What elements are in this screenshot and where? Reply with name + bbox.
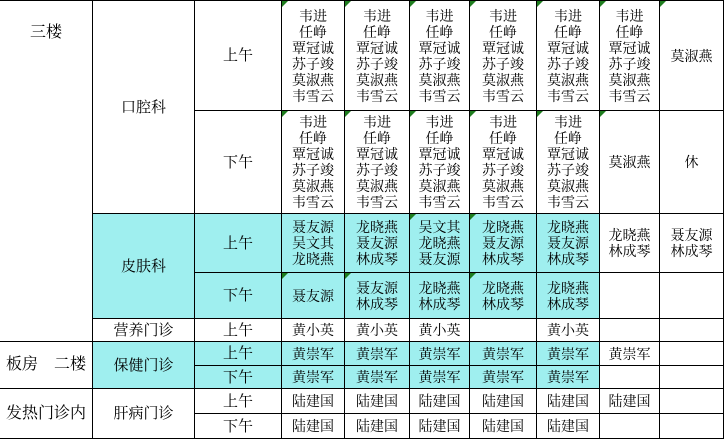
schedule-cell[interactable] bbox=[470, 366, 537, 389]
schedule-cell[interactable] bbox=[410, 414, 470, 439]
cell-text: 黄崇军 bbox=[356, 345, 398, 362]
department-label: 口腔科 bbox=[120, 98, 166, 116]
cell-text: 韦进 任峥 覃冠诚 苏子竣 莫淑燕 韦雪云 bbox=[482, 114, 524, 210]
error-flag-icon bbox=[660, 1, 666, 7]
error-flag-icon bbox=[345, 1, 351, 7]
schedule-cell[interactable] bbox=[470, 389, 537, 414]
schedule-cell[interactable] bbox=[537, 414, 600, 439]
cell-text: 陆建国 bbox=[418, 393, 461, 409]
error-flag-icon bbox=[410, 214, 416, 220]
schedule-cell[interactable] bbox=[600, 389, 660, 414]
schedule-cell[interactable] bbox=[470, 214, 537, 273]
schedule-cell[interactable] bbox=[282, 273, 345, 319]
error-flag-icon bbox=[470, 111, 476, 117]
schedule-cell[interactable] bbox=[410, 366, 470, 389]
cell-text: 黄小英 bbox=[547, 322, 589, 338]
schedule-cell[interactable] bbox=[345, 214, 410, 273]
department-cell-dermatology[interactable] bbox=[93, 214, 195, 319]
schedule-cell[interactable] bbox=[537, 342, 600, 366]
cell-text: 韦进 任峥 覃冠诚 苏子竣 莫淑燕 韦雪云 bbox=[482, 7, 524, 104]
session-cell[interactable] bbox=[195, 366, 282, 389]
cell-text: 聂友源 bbox=[292, 287, 334, 304]
schedule-cell[interactable] bbox=[282, 214, 345, 273]
schedule-cell[interactable] bbox=[660, 414, 724, 439]
department-cell-nutrition[interactable] bbox=[93, 319, 195, 342]
schedule-cell[interactable] bbox=[537, 389, 600, 414]
schedule-cell[interactable] bbox=[660, 366, 724, 389]
cell-text: 龙晓燕 林成琴 bbox=[418, 279, 461, 312]
cell-text: 龙晓燕 聂友源 林成琴 bbox=[482, 219, 524, 267]
floor-label: 板房 二楼 bbox=[5, 356, 86, 373]
session-label: 下午 bbox=[222, 287, 253, 304]
schedule-cell[interactable] bbox=[537, 319, 600, 342]
cell-text: 韦进 任峥 覃冠诚 苏子竣 莫淑燕 韦雪云 bbox=[292, 7, 334, 104]
error-flag-icon bbox=[410, 111, 416, 117]
cell-text: 陆建国 bbox=[482, 393, 524, 409]
floor-cell-3f[interactable] bbox=[0, 1, 93, 342]
cell-text: 黄崇军 bbox=[608, 345, 651, 362]
cell-text: 黄崇军 bbox=[418, 345, 461, 362]
department-label: 皮肤科 bbox=[120, 257, 166, 275]
schedule-cell[interactable] bbox=[345, 342, 410, 366]
session-cell[interactable] bbox=[195, 273, 282, 319]
session-cell[interactable] bbox=[195, 1, 282, 111]
session-cell[interactable] bbox=[195, 111, 282, 214]
cell-text: 黄崇军 bbox=[292, 345, 334, 362]
floor-label: 三楼 bbox=[29, 24, 62, 41]
cell-text: 龙晓燕 林成琴 bbox=[482, 279, 524, 312]
department-cell-dental[interactable] bbox=[93, 1, 195, 214]
schedule-cell[interactable] bbox=[600, 319, 660, 342]
session-label: 上午 bbox=[222, 47, 253, 64]
session-cell[interactable] bbox=[195, 414, 282, 439]
schedule-cell[interactable] bbox=[660, 214, 724, 273]
error-flag-icon bbox=[470, 273, 476, 279]
schedule-cell[interactable] bbox=[282, 111, 345, 214]
cell-text: 黄小英 bbox=[292, 322, 334, 338]
session-cell[interactable] bbox=[195, 389, 282, 414]
schedule-cell[interactable] bbox=[600, 342, 660, 366]
cell-text: 韦进 任峥 覃冠诚 苏子竣 莫淑燕 韦雪云 bbox=[418, 7, 461, 104]
cell-text: 黄崇军 bbox=[482, 369, 524, 385]
cell-text: 黄小英 bbox=[356, 322, 398, 338]
schedule-cell[interactable] bbox=[600, 214, 660, 273]
cell-text: 黄崇军 bbox=[292, 369, 334, 385]
cell-text: 聂友源 林成琴 bbox=[356, 279, 398, 312]
session-label: 下午 bbox=[222, 368, 253, 386]
schedule-cell[interactable] bbox=[345, 389, 410, 414]
cell-text: 陆建国 bbox=[356, 418, 398, 434]
cell-text: 韦进 任峥 覃冠诚 苏子竣 莫淑燕 韦雪云 bbox=[608, 7, 651, 104]
cell-text: 黄崇军 bbox=[418, 369, 461, 385]
error-flag-icon bbox=[345, 273, 351, 279]
cell-text: 韦进 任峥 覃冠诚 苏子竣 莫淑燕 韦雪云 bbox=[418, 114, 461, 210]
schedule-cell[interactable] bbox=[282, 319, 345, 342]
session-label: 上午 bbox=[222, 234, 253, 252]
schedule-cell[interactable] bbox=[410, 319, 470, 342]
schedule-cell[interactable] bbox=[345, 319, 410, 342]
floor-label: 发热门诊内 bbox=[5, 404, 86, 422]
department-label: 肝病门诊 bbox=[113, 405, 174, 422]
schedule-cell[interactable] bbox=[600, 1, 660, 111]
error-flag-icon bbox=[600, 111, 606, 117]
cell-text: 吴文其 龙晓燕 聂友源 bbox=[418, 219, 461, 267]
error-flag-icon bbox=[282, 273, 288, 279]
schedule-cell[interactable] bbox=[410, 214, 470, 273]
schedule-cell[interactable] bbox=[282, 414, 345, 439]
cell-text: 陆建国 bbox=[418, 418, 461, 434]
schedule-cell[interactable] bbox=[282, 1, 345, 111]
cell-text: 龙晓燕 聂友源 林成琴 bbox=[547, 219, 589, 267]
schedule-cell[interactable] bbox=[600, 273, 660, 319]
floor-cell-2f[interactable] bbox=[0, 342, 93, 389]
schedule-cell[interactable] bbox=[410, 342, 470, 366]
cell-text: 聂友源 林成琴 bbox=[670, 227, 713, 259]
schedule-cell[interactable] bbox=[410, 1, 470, 111]
session-cell[interactable] bbox=[195, 319, 282, 342]
error-flag-icon bbox=[345, 111, 351, 117]
schedule-cell[interactable] bbox=[660, 1, 724, 111]
cell-text: 莫淑燕 bbox=[608, 154, 651, 170]
error-flag-icon bbox=[282, 1, 288, 7]
cell-text: 龙晓燕 林成琴 bbox=[608, 227, 651, 259]
floor-cell-fever[interactable] bbox=[0, 389, 93, 439]
schedule-cell[interactable] bbox=[345, 366, 410, 389]
error-flag-icon bbox=[470, 214, 476, 220]
cell-text: 龙晓燕 林成琴 bbox=[547, 279, 589, 312]
schedule-cell[interactable] bbox=[660, 342, 724, 366]
schedule-cell[interactable] bbox=[600, 366, 660, 389]
session-label: 下午 bbox=[222, 417, 253, 435]
department-label: 营养门诊 bbox=[113, 321, 174, 339]
schedule-cell[interactable] bbox=[537, 1, 600, 111]
department-cell-liver[interactable] bbox=[93, 389, 195, 439]
cell-text: 黄崇军 bbox=[547, 369, 589, 385]
schedule-cell[interactable] bbox=[410, 111, 470, 214]
schedule-cell[interactable] bbox=[660, 319, 724, 342]
schedule-cell[interactable] bbox=[345, 273, 410, 319]
cell-text: 韦进 任峥 覃冠诚 苏子竣 莫淑燕 韦雪云 bbox=[292, 114, 334, 210]
schedule-cell[interactable] bbox=[537, 366, 600, 389]
department-cell-healthcare[interactable] bbox=[93, 342, 195, 389]
schedule-cell[interactable] bbox=[537, 273, 600, 319]
schedule-cell[interactable] bbox=[600, 111, 660, 214]
cell-text: 莫淑燕 bbox=[670, 47, 713, 64]
cell-text: 休 bbox=[684, 154, 699, 170]
session-cell[interactable] bbox=[195, 214, 282, 273]
error-flag-icon bbox=[600, 1, 606, 7]
schedule-cell[interactable] bbox=[600, 414, 660, 439]
cell-text: 韦进 任峥 覃冠诚 苏子竣 莫淑燕 韦雪云 bbox=[356, 114, 398, 210]
schedule-cell[interactable] bbox=[345, 111, 410, 214]
cell-text: 陆建国 bbox=[356, 393, 398, 409]
schedule-cell[interactable] bbox=[345, 414, 410, 439]
schedule-cell[interactable] bbox=[537, 111, 600, 214]
cell-text: 韦进 任峥 覃冠诚 苏子竣 莫淑燕 韦雪云 bbox=[547, 114, 589, 210]
error-flag-icon bbox=[470, 1, 476, 7]
schedule-cell[interactable] bbox=[470, 319, 537, 342]
cell-text: 陆建国 bbox=[482, 418, 524, 434]
schedule-cell[interactable] bbox=[470, 1, 537, 111]
schedule-cell[interactable] bbox=[470, 111, 537, 214]
department-label: 保健门诊 bbox=[113, 356, 174, 374]
cell-text: 陆建国 bbox=[608, 393, 651, 409]
schedule-cell[interactable] bbox=[410, 389, 470, 414]
session-label: 下午 bbox=[222, 153, 253, 171]
error-flag-icon bbox=[410, 1, 416, 7]
cell-text: 聂友源 吴文其 龙晓燕 bbox=[292, 219, 334, 267]
schedule-cell[interactable] bbox=[345, 1, 410, 111]
schedule-cell[interactable] bbox=[410, 273, 470, 319]
session-label: 上午 bbox=[222, 321, 253, 339]
cell-text: 黄崇军 bbox=[356, 369, 398, 385]
error-flag-icon bbox=[282, 111, 288, 117]
schedule-cell[interactable] bbox=[537, 214, 600, 273]
cell-text: 黄小英 bbox=[418, 322, 461, 338]
schedule-cell[interactable] bbox=[660, 273, 724, 319]
cell-text: 陆建国 bbox=[547, 393, 589, 409]
session-cell[interactable] bbox=[195, 342, 282, 366]
cell-text: 龙晓燕 聂友源 林成琴 bbox=[356, 219, 398, 267]
session-label: 上午 bbox=[222, 345, 253, 362]
schedule-cell[interactable] bbox=[660, 111, 724, 214]
schedule-cell[interactable] bbox=[282, 366, 345, 389]
schedule-cell[interactable] bbox=[470, 414, 537, 439]
schedule-cell[interactable] bbox=[660, 389, 724, 414]
schedule-cell[interactable] bbox=[470, 273, 537, 319]
cell-text: 韦进 任峥 覃冠诚 苏子竣 莫淑燕 韦雪云 bbox=[547, 7, 589, 104]
error-flag-icon bbox=[537, 111, 543, 117]
cell-text: 韦进 任峥 覃冠诚 苏子竣 莫淑燕 韦雪云 bbox=[356, 7, 398, 104]
cell-text: 陆建国 bbox=[547, 418, 589, 434]
error-flag-icon bbox=[537, 1, 543, 7]
cell-text: 黄崇军 bbox=[482, 345, 524, 362]
schedule-cell[interactable] bbox=[282, 389, 345, 414]
schedule-cell[interactable] bbox=[470, 342, 537, 366]
schedule-cell[interactable] bbox=[282, 342, 345, 366]
cell-text: 黄崇军 bbox=[547, 345, 589, 362]
cell-text: 陆建国 bbox=[292, 418, 334, 434]
session-label: 上午 bbox=[222, 392, 253, 410]
cell-text: 陆建国 bbox=[292, 393, 334, 409]
